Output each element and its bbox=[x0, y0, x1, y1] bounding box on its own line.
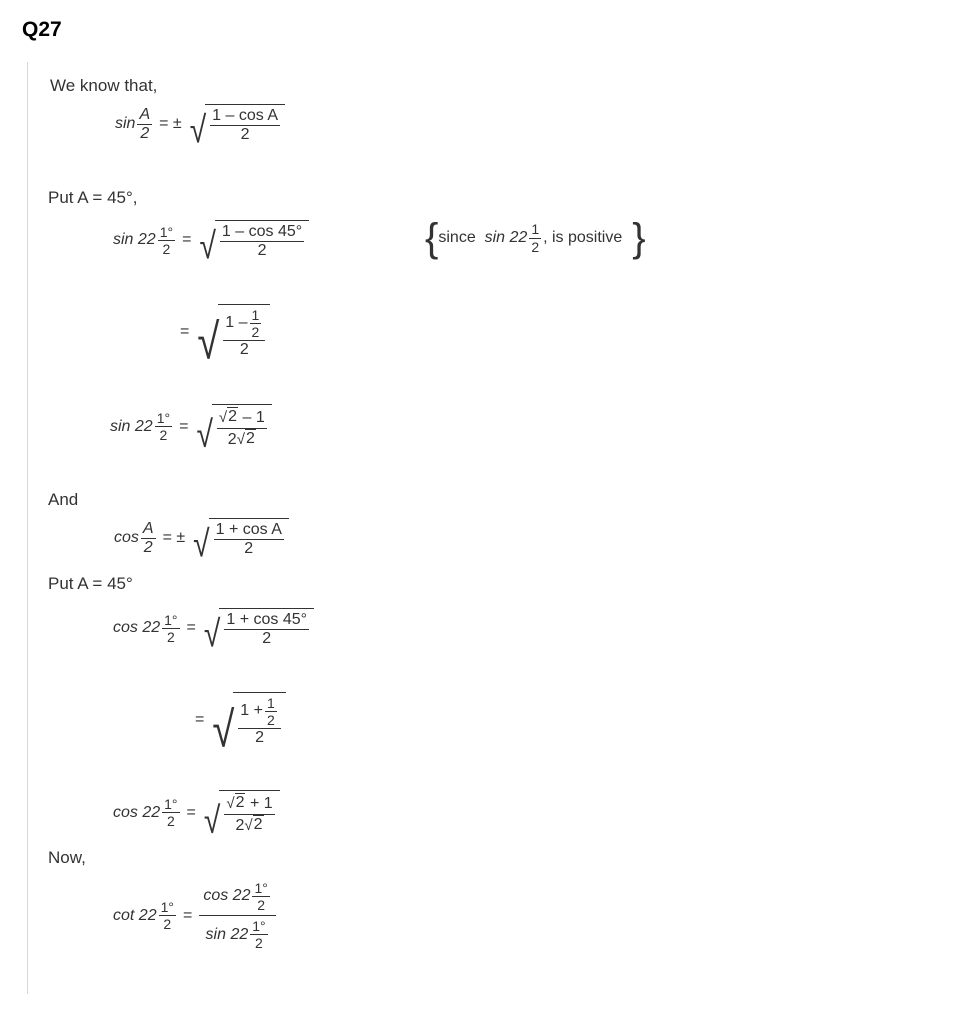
equals-sign: = bbox=[186, 619, 196, 637]
put-a-45-text-2: Put A = 45° bbox=[48, 574, 133, 593]
note-suffix: , is positive bbox=[543, 229, 623, 246]
lhs-fraction: $\frac{1^\circ}{2}$ bbox=[160, 899, 174, 933]
now-text: Now, bbox=[48, 848, 86, 867]
fn-name: sin 22 bbox=[113, 231, 156, 249]
lhs-fraction: $\frac{1^\circ}{2}$ bbox=[156, 409, 171, 444]
equals-sign: = bbox=[195, 710, 205, 728]
lhs-fraction: $\frac{1^\circ}{2}$ bbox=[164, 611, 178, 645]
lhs-fraction: $\frac{A}{2}$ bbox=[142, 519, 154, 556]
equals-sign: = ± bbox=[162, 529, 186, 547]
fn-name: cos 22 bbox=[113, 619, 161, 637]
cos-22-half-equation bbox=[113, 608, 314, 656]
lhs-fraction: $\frac{A}{2}$ bbox=[139, 105, 151, 142]
equals-sign: = bbox=[179, 417, 189, 435]
left-brace: { bbox=[425, 216, 439, 260]
radical: √ $\frac{\text{1 – cos A}}{2}$ bbox=[190, 104, 285, 145]
intro-text: We know that, bbox=[50, 76, 158, 95]
radicand-fraction: $\frac{\text{1 + cos A}}{2}$ bbox=[215, 521, 282, 558]
sin-22-half-result bbox=[110, 404, 272, 456]
and-text: And bbox=[48, 490, 79, 509]
equals-sign: = bbox=[182, 231, 192, 249]
fn-name: sin 22 bbox=[110, 417, 153, 435]
fn-name: cos bbox=[114, 529, 139, 547]
radical: √ √ 2 + 1 2 √ 2 bbox=[204, 790, 280, 835]
radicand-fraction: 1 – $\frac{1}{2}$ 2 bbox=[223, 307, 265, 360]
lhs-fraction: $\frac{1^\circ}{2}$ bbox=[159, 223, 174, 257]
note-fn: sin 22 bbox=[484, 229, 528, 246]
put-a-45-text: Put A = 45°, bbox=[48, 188, 138, 207]
fn-name: cot 22 bbox=[113, 906, 157, 924]
equals-sign: = bbox=[186, 803, 196, 821]
left-margin-rule bbox=[27, 62, 28, 994]
positivity-note bbox=[425, 218, 646, 258]
sin-22-half-equation bbox=[113, 220, 309, 268]
radicand-fraction: $\frac{1 - \cos 45^\circ}{2}$ bbox=[221, 223, 303, 260]
radical: √ $\frac{1 + \cos 45^\circ}{2}$ bbox=[204, 608, 314, 649]
fn-name: sin bbox=[115, 115, 136, 133]
note-prefix: since bbox=[438, 229, 476, 246]
cos-22-half-result bbox=[113, 790, 280, 842]
question-label: Q27 bbox=[22, 18, 62, 41]
sin-step-substituted bbox=[175, 304, 270, 370]
cos-step-substituted bbox=[190, 692, 286, 758]
ratio-fraction: cos 22 $\frac{1^\circ}{2}$ sin 22 $\frac{1^\circ}{2}$ bbox=[199, 880, 276, 951]
equals-sign: = bbox=[182, 906, 193, 924]
radical: √ 1 – $\frac{1}{2}$ 2 bbox=[197, 304, 270, 360]
radical: √ √ 2 – 1 2 √ 2 bbox=[196, 404, 271, 449]
radical: √ $\frac{1 - \cos 45^\circ}{2}$ bbox=[199, 220, 309, 261]
cot-22-half-equation bbox=[113, 880, 278, 951]
formula-cos-half-angle bbox=[114, 518, 289, 566]
radicand-fraction: √ 2 – 1 2 √ 2 bbox=[218, 408, 265, 448]
radicand-fraction: √ 2 + 1 2 √ 2 bbox=[226, 794, 273, 834]
radicand-fraction: 1 + $\frac{1}{2}$ 2 bbox=[238, 695, 280, 748]
note-fraction: $\frac{1}{2}$ bbox=[531, 221, 540, 255]
right-brace: } bbox=[632, 216, 646, 260]
lhs-fraction: $\frac{1^\circ}{2}$ bbox=[164, 795, 178, 830]
equals-sign: = ± bbox=[159, 115, 182, 133]
formula-sin-half-angle bbox=[115, 104, 285, 152]
radical: √ 1 + $\frac{1}{2}$ 2 bbox=[212, 692, 285, 748]
radical: √ $\frac{\text{1 + cos A}}{2}$ bbox=[193, 518, 289, 559]
equals-sign: = bbox=[180, 322, 190, 340]
fn-name: cos 22 bbox=[113, 803, 161, 821]
radicand-fraction: $\frac{\text{1 – cos A}}{2}$ bbox=[212, 107, 278, 144]
radicand-fraction: $\frac{1 + \cos 45^\circ}{2}$ bbox=[226, 611, 308, 648]
